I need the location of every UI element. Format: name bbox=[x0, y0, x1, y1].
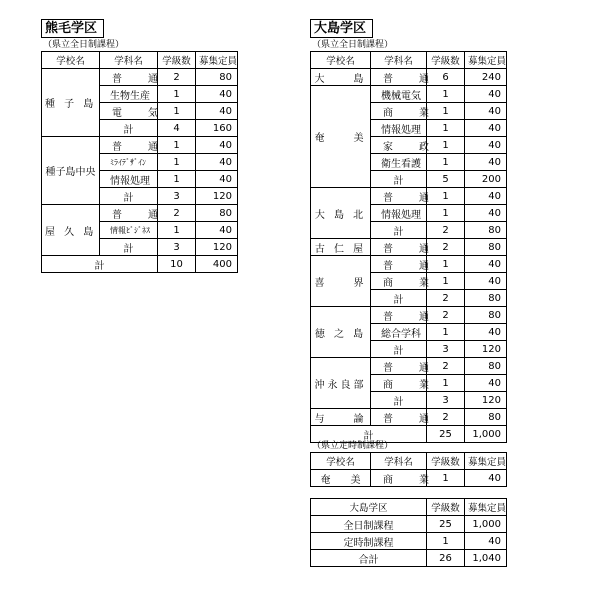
total-quota: 1,000 bbox=[465, 426, 507, 443]
table-row bbox=[42, 69, 238, 86]
dept-name: 普 通 bbox=[371, 307, 427, 324]
quota-value: 40 bbox=[465, 273, 507, 290]
quota-value: 80 bbox=[196, 205, 238, 222]
total-classes: 25 bbox=[427, 426, 465, 443]
quota-value: 40 bbox=[465, 324, 507, 341]
dept-name: 情報処理 bbox=[371, 205, 427, 222]
oshima-district-title: 大島学区 bbox=[310, 19, 373, 38]
class-count: 1 bbox=[427, 86, 465, 103]
class-count: 1 bbox=[158, 222, 196, 239]
school-name: 古 仁 屋 bbox=[311, 239, 371, 256]
quota-value: 200 bbox=[465, 171, 507, 188]
dept-name: 普 通 bbox=[100, 69, 158, 86]
class-count: 4 bbox=[158, 120, 196, 137]
table-row bbox=[311, 69, 507, 86]
dept-name: 商 業 bbox=[371, 470, 427, 487]
quota-value: 1,000 bbox=[465, 516, 507, 533]
table-row bbox=[311, 409, 507, 426]
header-school: 学校名 bbox=[311, 453, 371, 470]
table-row bbox=[311, 86, 507, 103]
dept-name: 電 気 bbox=[100, 103, 158, 120]
summary-row bbox=[311, 550, 507, 567]
total-classes: 10 bbox=[158, 256, 196, 273]
class-count: 3 bbox=[158, 188, 196, 205]
class-count: 1 bbox=[427, 256, 465, 273]
class-count: 1 bbox=[427, 120, 465, 137]
total-quota: 400 bbox=[196, 256, 238, 273]
header-classes: 学級数 bbox=[427, 453, 465, 470]
quota-value: 120 bbox=[465, 341, 507, 358]
table-row bbox=[311, 358, 507, 375]
school-name: 種子島中央 bbox=[42, 137, 100, 205]
dept-name: 家 政 bbox=[371, 137, 427, 154]
part-time-table bbox=[310, 452, 507, 487]
class-count: 2 bbox=[158, 205, 196, 222]
dept-name: 商 業 bbox=[371, 273, 427, 290]
quota-value: 40 bbox=[196, 154, 238, 171]
class-count: 3 bbox=[427, 341, 465, 358]
school-name: 奄 美 bbox=[311, 470, 371, 487]
subtotal-label: 計 bbox=[100, 188, 158, 205]
summary-district-header: 大島学区 bbox=[311, 499, 427, 516]
quota-value: 40 bbox=[465, 188, 507, 205]
subtotal-label: 計 bbox=[371, 341, 427, 358]
class-count: 1 bbox=[427, 103, 465, 120]
class-count: 3 bbox=[158, 239, 196, 256]
header-school: 学校名 bbox=[311, 52, 371, 69]
quota-value: 40 bbox=[465, 256, 507, 273]
header-dept: 学科名 bbox=[371, 453, 427, 470]
class-count: 1 bbox=[158, 171, 196, 188]
class-count: 1 bbox=[427, 273, 465, 290]
class-count: 1 bbox=[158, 103, 196, 120]
dept-name: 機械電気 bbox=[371, 86, 427, 103]
total-label: 計 bbox=[42, 256, 158, 273]
summary-header-row bbox=[311, 499, 507, 516]
dept-name: 普 通 bbox=[100, 205, 158, 222]
header-dept: 学科名 bbox=[100, 52, 158, 69]
quota-value: 40 bbox=[196, 86, 238, 103]
dept-name: 普 通 bbox=[371, 358, 427, 375]
class-count: 1 bbox=[427, 205, 465, 222]
class-count: 1 bbox=[158, 154, 196, 171]
class-count: 2 bbox=[427, 239, 465, 256]
header-school: 学校名 bbox=[42, 52, 100, 69]
quota-value: 40 bbox=[196, 103, 238, 120]
class-count: 1 bbox=[427, 324, 465, 341]
table-row bbox=[42, 205, 238, 222]
summary-row bbox=[311, 516, 507, 533]
dept-name: 総合学科 bbox=[371, 324, 427, 341]
class-count: 1 bbox=[427, 533, 465, 550]
quota-value: 40 bbox=[465, 120, 507, 137]
part-time-subtitle: （県立定時制課程） bbox=[312, 441, 394, 451]
class-count: 2 bbox=[158, 69, 196, 86]
subtotal-label: 計 bbox=[371, 171, 427, 188]
dept-name: 普 通 bbox=[371, 409, 427, 426]
quota-value: 40 bbox=[465, 533, 507, 550]
class-count: 2 bbox=[427, 290, 465, 307]
header-classes: 学級数 bbox=[427, 52, 465, 69]
subtotal-label: 計 bbox=[371, 290, 427, 307]
header-classes: 学級数 bbox=[427, 499, 465, 516]
quota-value: 80 bbox=[196, 69, 238, 86]
quota-value: 40 bbox=[465, 154, 507, 171]
header-quota: 募集定員 bbox=[196, 52, 238, 69]
table-row bbox=[311, 256, 507, 273]
dept-name: 情報処理 bbox=[100, 171, 158, 188]
class-count: 2 bbox=[427, 222, 465, 239]
quota-value: 40 bbox=[465, 103, 507, 120]
summary-row bbox=[311, 533, 507, 550]
dept-name: 普 通 bbox=[371, 69, 427, 86]
quota-value: 1,040 bbox=[465, 550, 507, 567]
class-count: 6 bbox=[427, 69, 465, 86]
class-count: 1 bbox=[158, 86, 196, 103]
part-time-header-row bbox=[311, 453, 507, 470]
part-time-row bbox=[311, 470, 507, 487]
class-count: 2 bbox=[427, 409, 465, 426]
class-count: 5 bbox=[427, 171, 465, 188]
school-name: 奄 美 bbox=[311, 86, 371, 188]
school-name: 大 島 北 bbox=[311, 188, 371, 239]
oshima-table bbox=[310, 51, 507, 443]
quota-value: 40 bbox=[465, 137, 507, 154]
quota-value: 40 bbox=[196, 171, 238, 188]
class-count: 1 bbox=[427, 375, 465, 392]
school-name: 屋 久 島 bbox=[42, 205, 100, 256]
kumage-table bbox=[41, 51, 238, 273]
subtotal-label: 計 bbox=[100, 239, 158, 256]
subtotal-label: 計 bbox=[371, 222, 427, 239]
school-name: 大 島 bbox=[311, 69, 371, 86]
dept-name: 普 通 bbox=[371, 239, 427, 256]
summary-table bbox=[310, 498, 507, 567]
class-count: 1 bbox=[427, 137, 465, 154]
class-count: 25 bbox=[427, 516, 465, 533]
dept-name: ﾐﾗｲﾃﾞｻﾞｲﾝ bbox=[100, 154, 158, 171]
dept-name: 普 通 bbox=[371, 188, 427, 205]
quota-value: 40 bbox=[465, 86, 507, 103]
quota-value: 120 bbox=[196, 188, 238, 205]
quota-value: 80 bbox=[465, 239, 507, 256]
school-name: 与 論 bbox=[311, 409, 371, 426]
quota-value: 40 bbox=[465, 470, 507, 487]
header-row bbox=[42, 52, 238, 69]
quota-value: 160 bbox=[196, 120, 238, 137]
quota-value: 80 bbox=[465, 307, 507, 324]
class-count: 1 bbox=[158, 137, 196, 154]
dept-name: 商 業 bbox=[371, 375, 427, 392]
total-row bbox=[42, 256, 238, 273]
dept-name: 情報ﾋﾞｼﾞﾈｽ bbox=[100, 222, 158, 239]
dept-name: 情報処理 bbox=[371, 120, 427, 137]
quota-value: 120 bbox=[465, 392, 507, 409]
total-row bbox=[311, 426, 507, 443]
quota-value: 80 bbox=[465, 409, 507, 426]
table-row bbox=[311, 188, 507, 205]
table-row bbox=[42, 137, 238, 154]
kumage-subtitle: （県立全日制課程） bbox=[43, 40, 125, 50]
table-row bbox=[311, 307, 507, 324]
class-count: 1 bbox=[427, 470, 465, 487]
quota-value: 40 bbox=[196, 137, 238, 154]
school-name: 徳 之 島 bbox=[311, 307, 371, 358]
class-count: 2 bbox=[427, 358, 465, 375]
class-count: 3 bbox=[427, 392, 465, 409]
oshima-subtitle: （県立全日制課程） bbox=[312, 40, 394, 50]
header-quota: 募集定員 bbox=[465, 453, 507, 470]
quota-value: 80 bbox=[465, 222, 507, 239]
school-name: 喜 界 bbox=[311, 256, 371, 307]
header-quota: 募集定員 bbox=[465, 499, 507, 516]
summary-label: 定時制課程 bbox=[311, 533, 427, 550]
class-count: 2 bbox=[427, 307, 465, 324]
dept-name: 生物生産 bbox=[100, 86, 158, 103]
dept-name: 衛生看護 bbox=[371, 154, 427, 171]
header-dept: 学科名 bbox=[371, 52, 427, 69]
summary-label: 合計 bbox=[311, 550, 427, 567]
quota-value: 80 bbox=[465, 358, 507, 375]
kumage-district-title: 熊毛学区 bbox=[41, 19, 104, 38]
header-row bbox=[311, 52, 507, 69]
table-row bbox=[311, 239, 507, 256]
class-count: 26 bbox=[427, 550, 465, 567]
dept-name: 普 通 bbox=[100, 137, 158, 154]
quota-value: 40 bbox=[196, 222, 238, 239]
school-name: 種 子 島 bbox=[42, 69, 100, 137]
dept-name: 商 業 bbox=[371, 103, 427, 120]
header-quota: 募集定員 bbox=[465, 52, 507, 69]
quota-value: 120 bbox=[196, 239, 238, 256]
subtotal-label: 計 bbox=[100, 120, 158, 137]
class-count: 1 bbox=[427, 188, 465, 205]
dept-name: 普 通 bbox=[371, 256, 427, 273]
total-label: 計 bbox=[311, 426, 427, 443]
quota-value: 80 bbox=[465, 290, 507, 307]
class-count: 1 bbox=[427, 154, 465, 171]
header-classes: 学級数 bbox=[158, 52, 196, 69]
school-name: 沖永良部 bbox=[311, 358, 371, 409]
quota-value: 240 bbox=[465, 69, 507, 86]
quota-value: 40 bbox=[465, 205, 507, 222]
quota-value: 40 bbox=[465, 375, 507, 392]
subtotal-label: 計 bbox=[371, 392, 427, 409]
summary-label: 全日制課程 bbox=[311, 516, 427, 533]
